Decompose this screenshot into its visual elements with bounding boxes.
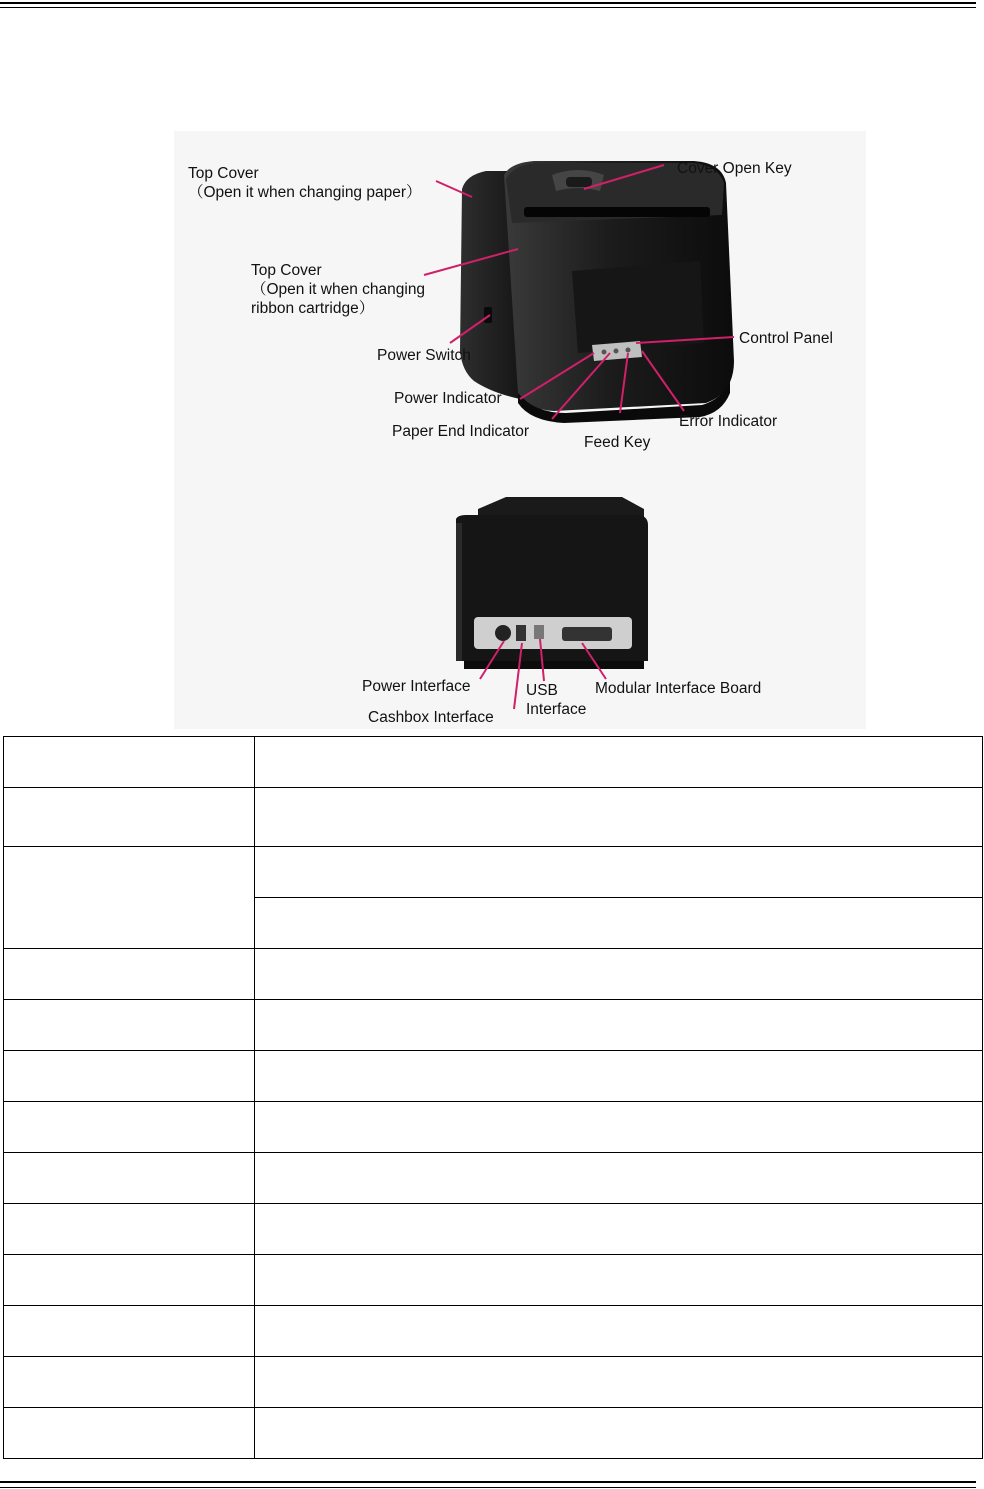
label-error-indicator: Error Indicator [679,413,778,430]
table-label-cell [4,949,255,1000]
table-row [4,1204,983,1255]
table-value-cell [255,1153,983,1204]
label-power-indicator: Power Indicator [394,390,502,407]
table-row [4,788,983,847]
label-power-interface: Power Interface [362,678,471,695]
table-row [4,1102,983,1153]
table-row [4,1000,983,1051]
table-label-cell [4,788,255,847]
table-row [4,1408,983,1459]
table-value-cell [255,898,983,949]
table-label-cell [4,1153,255,1204]
table-value-cell [255,1255,983,1306]
label-control-panel: Control Panel [739,330,833,347]
table-label-cell [4,847,255,949]
printer-figure [174,131,866,729]
table-row [4,847,983,898]
table-row [4,1153,983,1204]
label-top-cover-paper: Top Cover （Open it when changing paper） [188,165,422,201]
label-modular-interface-board: Modular Interface Board [595,680,762,697]
table-label-cell [4,1051,255,1102]
footer-rule-thick [0,1481,976,1483]
table-row [4,737,983,788]
label-usb-interface: USB Interface [526,682,587,718]
table-label-cell [4,1408,255,1459]
label-cover-open-key: Cover Open Key [677,160,792,177]
table-value-cell [255,1204,983,1255]
header-rule-thick [0,2,976,4]
table-row [4,1051,983,1102]
table-value-cell [255,1357,983,1408]
table-label-cell [4,1204,255,1255]
table-row [4,1306,983,1357]
label-top-cover-ribbon: Top Cover （Open it when changing ribbon cartridge） [251,262,426,317]
table-label-cell [4,1255,255,1306]
table-label-cell [4,1306,255,1357]
footer-rule-thin [0,1487,976,1488]
label-paper-end-indicator: Paper End Indicator [392,423,530,440]
table-row [4,1255,983,1306]
table-label-cell [4,1357,255,1408]
table-row [4,1357,983,1408]
table-value-cell [255,1102,983,1153]
printer-front-view [460,161,734,423]
label-feed-key: Feed Key [584,434,651,451]
specification-table [3,736,983,1459]
table-label-cell [4,737,255,788]
table-value-cell [255,1000,983,1051]
label-cashbox-interface: Cashbox Interface [368,709,494,726]
label-power-switch: Power Switch [377,347,471,364]
table-label-cell [4,1102,255,1153]
table-label-cell [4,1000,255,1051]
header-rule-thin [0,7,976,8]
table-value-cell [255,949,983,1000]
table-value-cell [255,1306,983,1357]
table-value-cell [255,1408,983,1459]
printer-rear-view [456,497,648,669]
table-value-cell [255,788,983,847]
table-value-cell [255,847,983,898]
table-value-cell [255,737,983,788]
table-row [4,949,983,1000]
table-value-cell [255,1051,983,1102]
